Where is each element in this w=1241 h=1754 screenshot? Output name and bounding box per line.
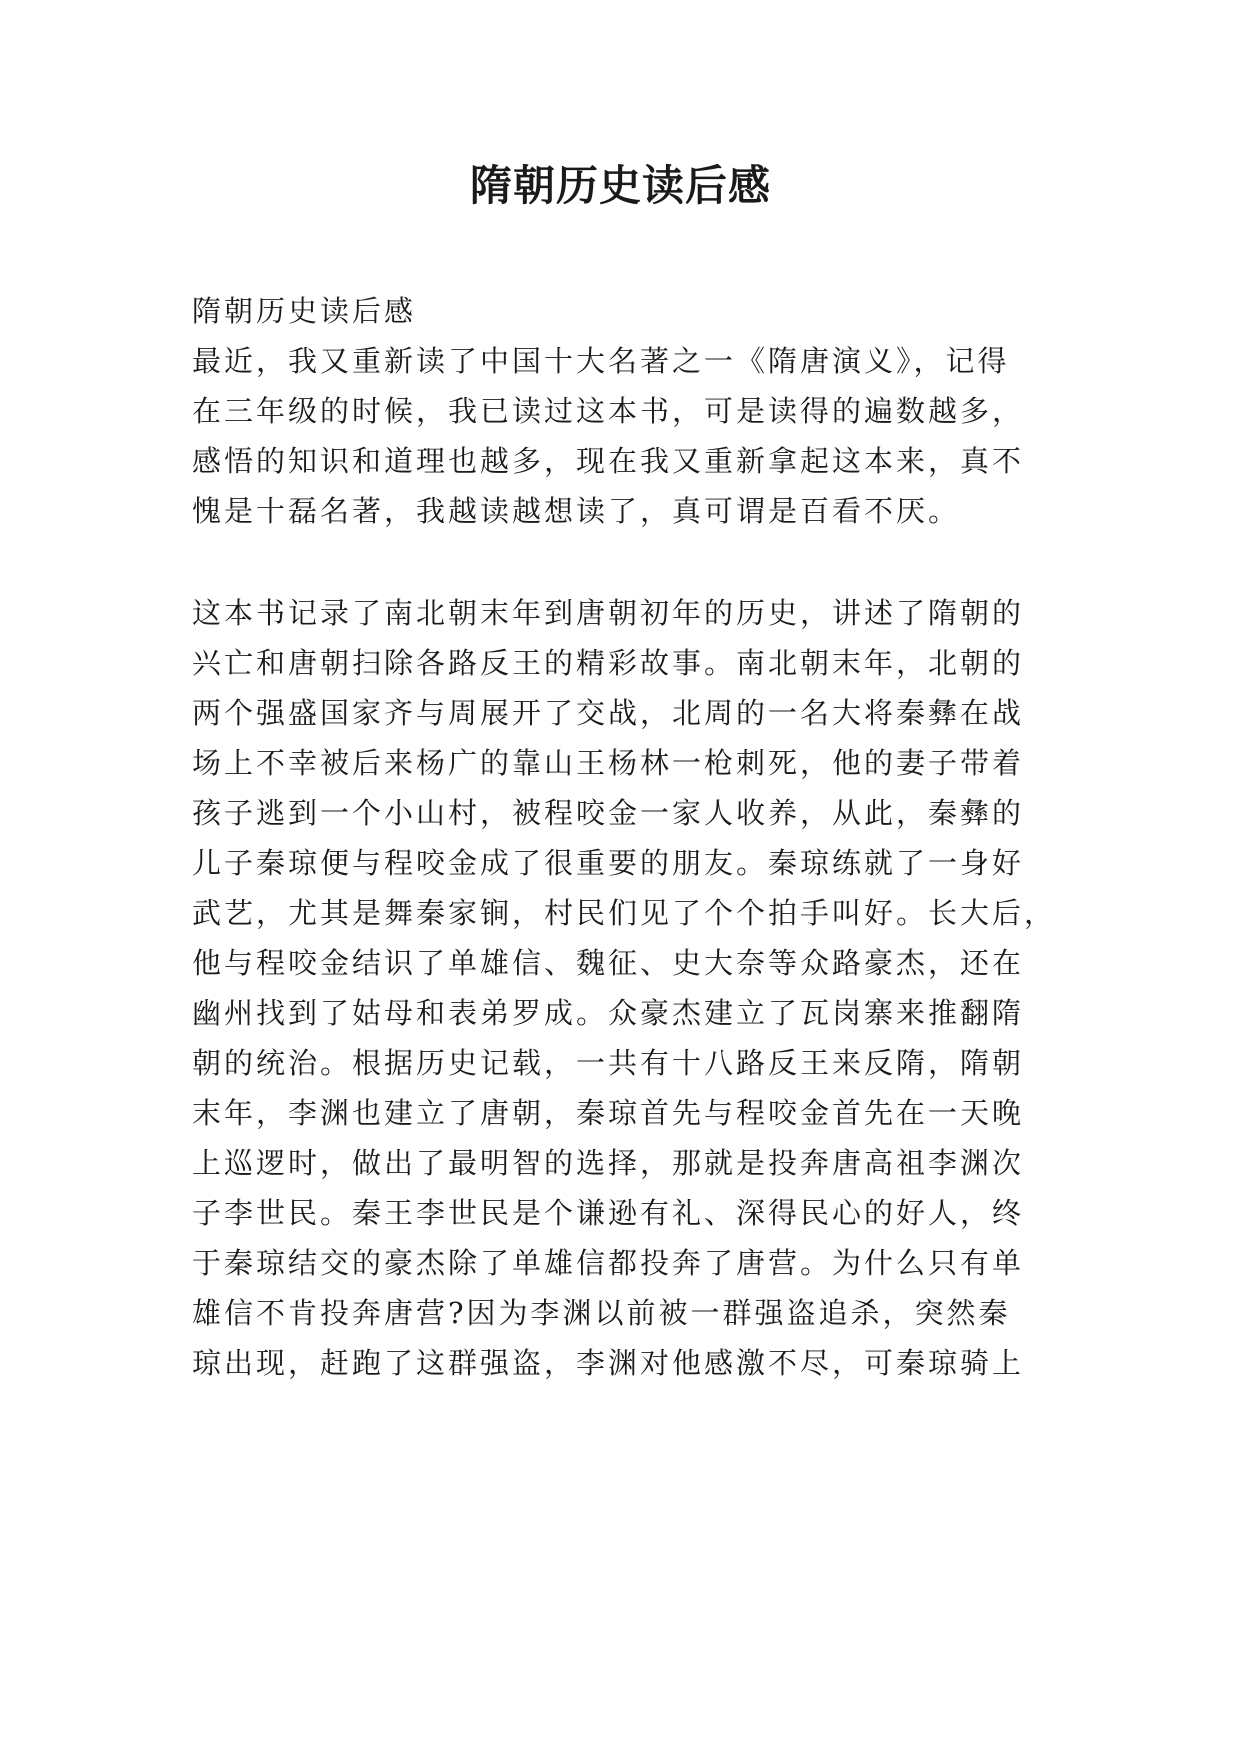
paragraph-line: 朝的统治。根据历史记载，一共有十八路反王来反隋，隋朝 [192,1046,1025,1080]
paragraph-line: 在三年级的时候，我已读过这本书，可是读得的遍数越多， [192,394,1025,428]
paragraph-line: 末年，李渊也建立了唐朝，秦琼首先与程咬金首先在一天晚 [192,1096,1025,1130]
paragraph-line: 武艺，尤其是舞秦家锏，村民们见了个个拍手叫好。长大后， [192,896,1057,930]
paragraph-line: 雄信不肯投奔唐营?因为李渊以前被一群强盗追杀，突然秦 [192,1296,1011,1330]
paragraph-line: 愧是十磊名著，我越读越想读了，真可谓是百看不厌。 [192,494,961,528]
document-body [192,286,1072,1388]
paragraph-line: 场上不幸被后来杨广的靠山王杨林一枪刺死，他的妻子带着 [192,746,1025,780]
paragraph-line: 于秦琼结交的豪杰除了单雄信都投奔了唐营。为什么只有单 [192,1246,1025,1280]
paragraph-line: 两个强盛国家齐与周展开了交战，北周的一名大将秦彝在战 [192,696,1025,730]
paragraph-2 [192,588,1072,1388]
document-title: 隋朝历史读后感 [469,161,771,210]
paragraph-line: 感悟的知识和道理也越多，现在我又重新拿起这本来，真不 [192,444,1025,478]
paragraph-line: 这本书记录了南北朝末年到唐朝初年的历史，讲述了隋朝的 [192,596,1025,630]
paragraph-line: 兴亡和唐朝扫除各路反王的精彩故事。南北朝末年，北朝的 [192,646,1025,680]
paragraph-line: 最近，我又重新读了中国十大名著之一《隋唐演义》，记得 [192,344,1010,378]
paragraph-line: 儿子秦琼便与程咬金成了很重要的朋友。秦琼练就了一身好 [192,846,1025,880]
paragraph-spacer [192,536,1072,588]
paragraph-1 [192,336,1072,536]
paragraph-line: 他与程咬金结识了单雄信、魏征、史大奈等众路豪杰，还在 [192,946,1025,980]
paragraph-line: 琼出现，赶跑了这群强盗，李渊对他感激不尽，可秦琼骑上 [192,1346,1025,1380]
paragraph-line: 幽州找到了姑母和表弟罗成。众豪杰建立了瓦岗寨来推翻隋 [192,996,1025,1030]
paragraph-line: 孩子逃到一个小山村，被程咬金一家人收养，从此，秦彝的 [192,796,1025,830]
paragraph-line: 上巡逻时，做出了最明智的选择，那就是投奔唐高祖李渊次 [192,1146,1025,1180]
paragraph-line: 子李世民。秦王李世民是个谦逊有礼、深得民心的好人，终 [192,1196,1025,1230]
document-subtitle: 隋朝历史读后感 [192,294,417,328]
